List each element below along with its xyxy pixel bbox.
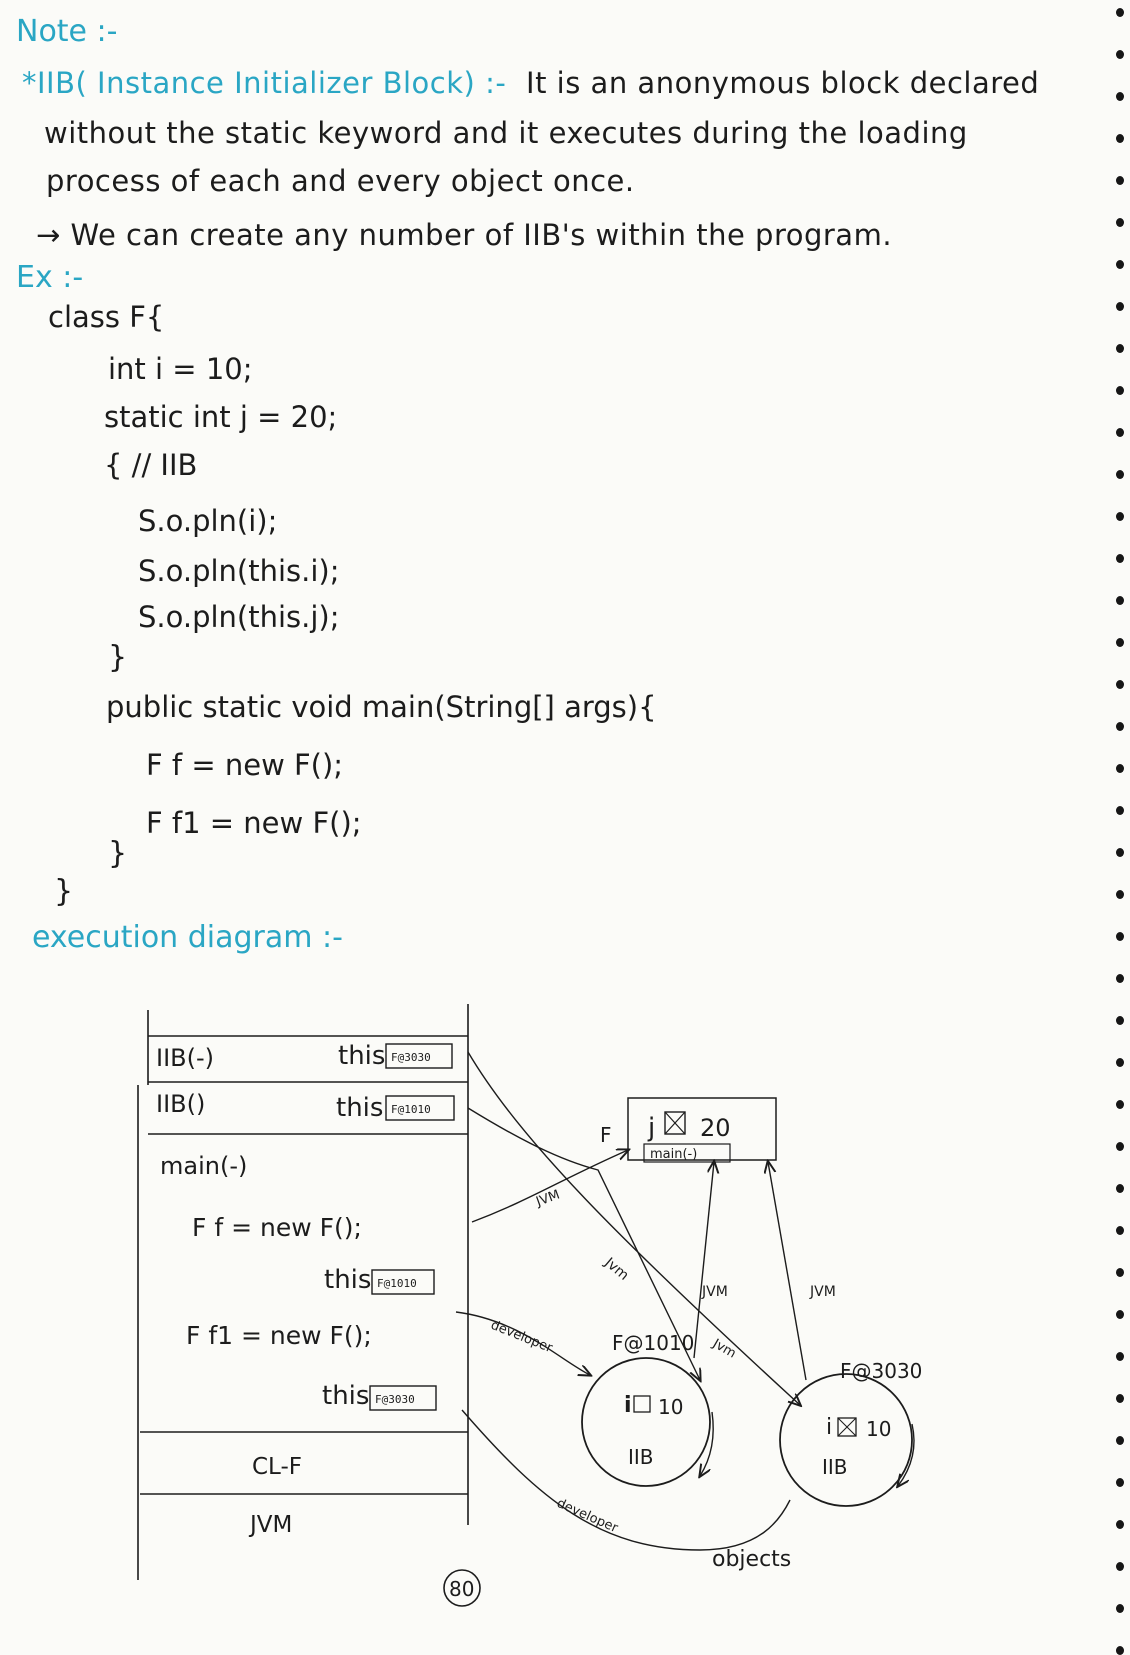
stack-frame-iib-1: IIB(-)	[156, 1044, 215, 1072]
arrow-developer-obj2	[462, 1410, 790, 1550]
object-f1010-iib: IIB	[628, 1445, 654, 1469]
stack-class-loader: CL-F	[252, 1454, 302, 1480]
stack-jvm: JVM	[250, 1512, 293, 1538]
object-f1010-value: 10	[658, 1395, 684, 1419]
objects-caption: objects	[712, 1547, 792, 1572]
object-f3030-var: i	[826, 1415, 833, 1440]
stack-stmt-new-f1: F f1 = new F();	[186, 1321, 372, 1350]
stack-stmt-new-f: F f = new F();	[192, 1213, 362, 1242]
static-method-main: main(-)	[650, 1147, 698, 1162]
page-number: 80	[449, 1577, 475, 1601]
iib-count-note: → We can create any number of IIB's within the program.	[36, 218, 893, 252]
execution-diagram-heading: execution diagram :-	[32, 920, 343, 955]
static-var-j-value: 20	[700, 1114, 731, 1142]
code-line-print-i: S.o.pln(i);	[138, 504, 278, 538]
object-f1010-address: F@1010	[612, 1331, 695, 1355]
code-line-instance-var: int i = 10;	[108, 352, 253, 386]
stack-frame-iib-2: IIB()	[156, 1090, 206, 1118]
code-line-iib-close: }	[108, 640, 128, 675]
object-f3030-address: F@3030	[840, 1359, 923, 1383]
note-heading: Note :-	[16, 14, 118, 49]
arrow-obj1-to-static	[694, 1162, 714, 1358]
label-jvm-2: Jvm	[601, 1254, 632, 1284]
code-line-print-this-j: S.o.pln(this.j);	[138, 600, 340, 634]
iib-definition-line-2: without the static keyword and it executes during the loading	[44, 116, 968, 150]
iib-title: *IIB( Instance Initializer Block) :-	[22, 66, 507, 100]
code-line-iib-open: { // IIB	[104, 448, 198, 482]
iib-definition-start: It is an anonymous block declared	[526, 66, 1040, 100]
ref-f3030-top: F@3030	[391, 1051, 431, 1064]
label-developer-1: developer	[488, 1317, 555, 1357]
object-f3030-iib: IIB	[822, 1455, 848, 1479]
code-line-new-f: F f = new F();	[146, 748, 344, 782]
iib-definition-line-3: process of each and every object once.	[46, 164, 635, 198]
crossed-out-box-i1	[634, 1396, 650, 1412]
label-developer-2: developer	[554, 1495, 620, 1537]
example-label: Ex :-	[16, 260, 84, 295]
ref-f3030-mid: F@3030	[375, 1393, 415, 1406]
code-line-print-this-i: S.o.pln(this.i);	[138, 554, 340, 588]
stack-stmt-new-f1-this: this	[322, 1381, 370, 1411]
static-var-j: j	[648, 1113, 656, 1143]
code-line-main-close: }	[108, 836, 128, 871]
code-line-class: class F{	[48, 300, 165, 334]
code-line-class-close: }	[54, 874, 74, 909]
stack-stmt-new-f-this: this	[324, 1265, 372, 1295]
ref-f1010-top: F@1010	[391, 1103, 431, 1116]
stack-frame-iib-1-this: this	[338, 1041, 386, 1071]
label-jvm-3: JVM	[702, 1284, 728, 1300]
static-area-class-label: F	[600, 1123, 612, 1147]
label-jvm-1: JVM	[534, 1187, 562, 1210]
code-line-new-f1: F f1 = new F();	[146, 806, 362, 840]
code-line-main: public static void main(String[] args){	[106, 690, 657, 724]
object-f1010-var: i	[624, 1393, 632, 1418]
stack-frame-iib-2-this: this	[336, 1093, 384, 1123]
object-f3030-value: 10	[866, 1417, 892, 1441]
label-jvm-5: JVM	[810, 1284, 836, 1300]
object-f3030-circle	[780, 1374, 912, 1506]
stack-frame-main: main(-)	[160, 1152, 248, 1180]
arrow-obj2-to-static	[768, 1162, 806, 1380]
code-line-static-var: static int j = 20;	[104, 400, 338, 434]
ref-f1010-mid: F@1010	[377, 1277, 417, 1290]
label-jvm-4: Jvm	[710, 1336, 739, 1362]
